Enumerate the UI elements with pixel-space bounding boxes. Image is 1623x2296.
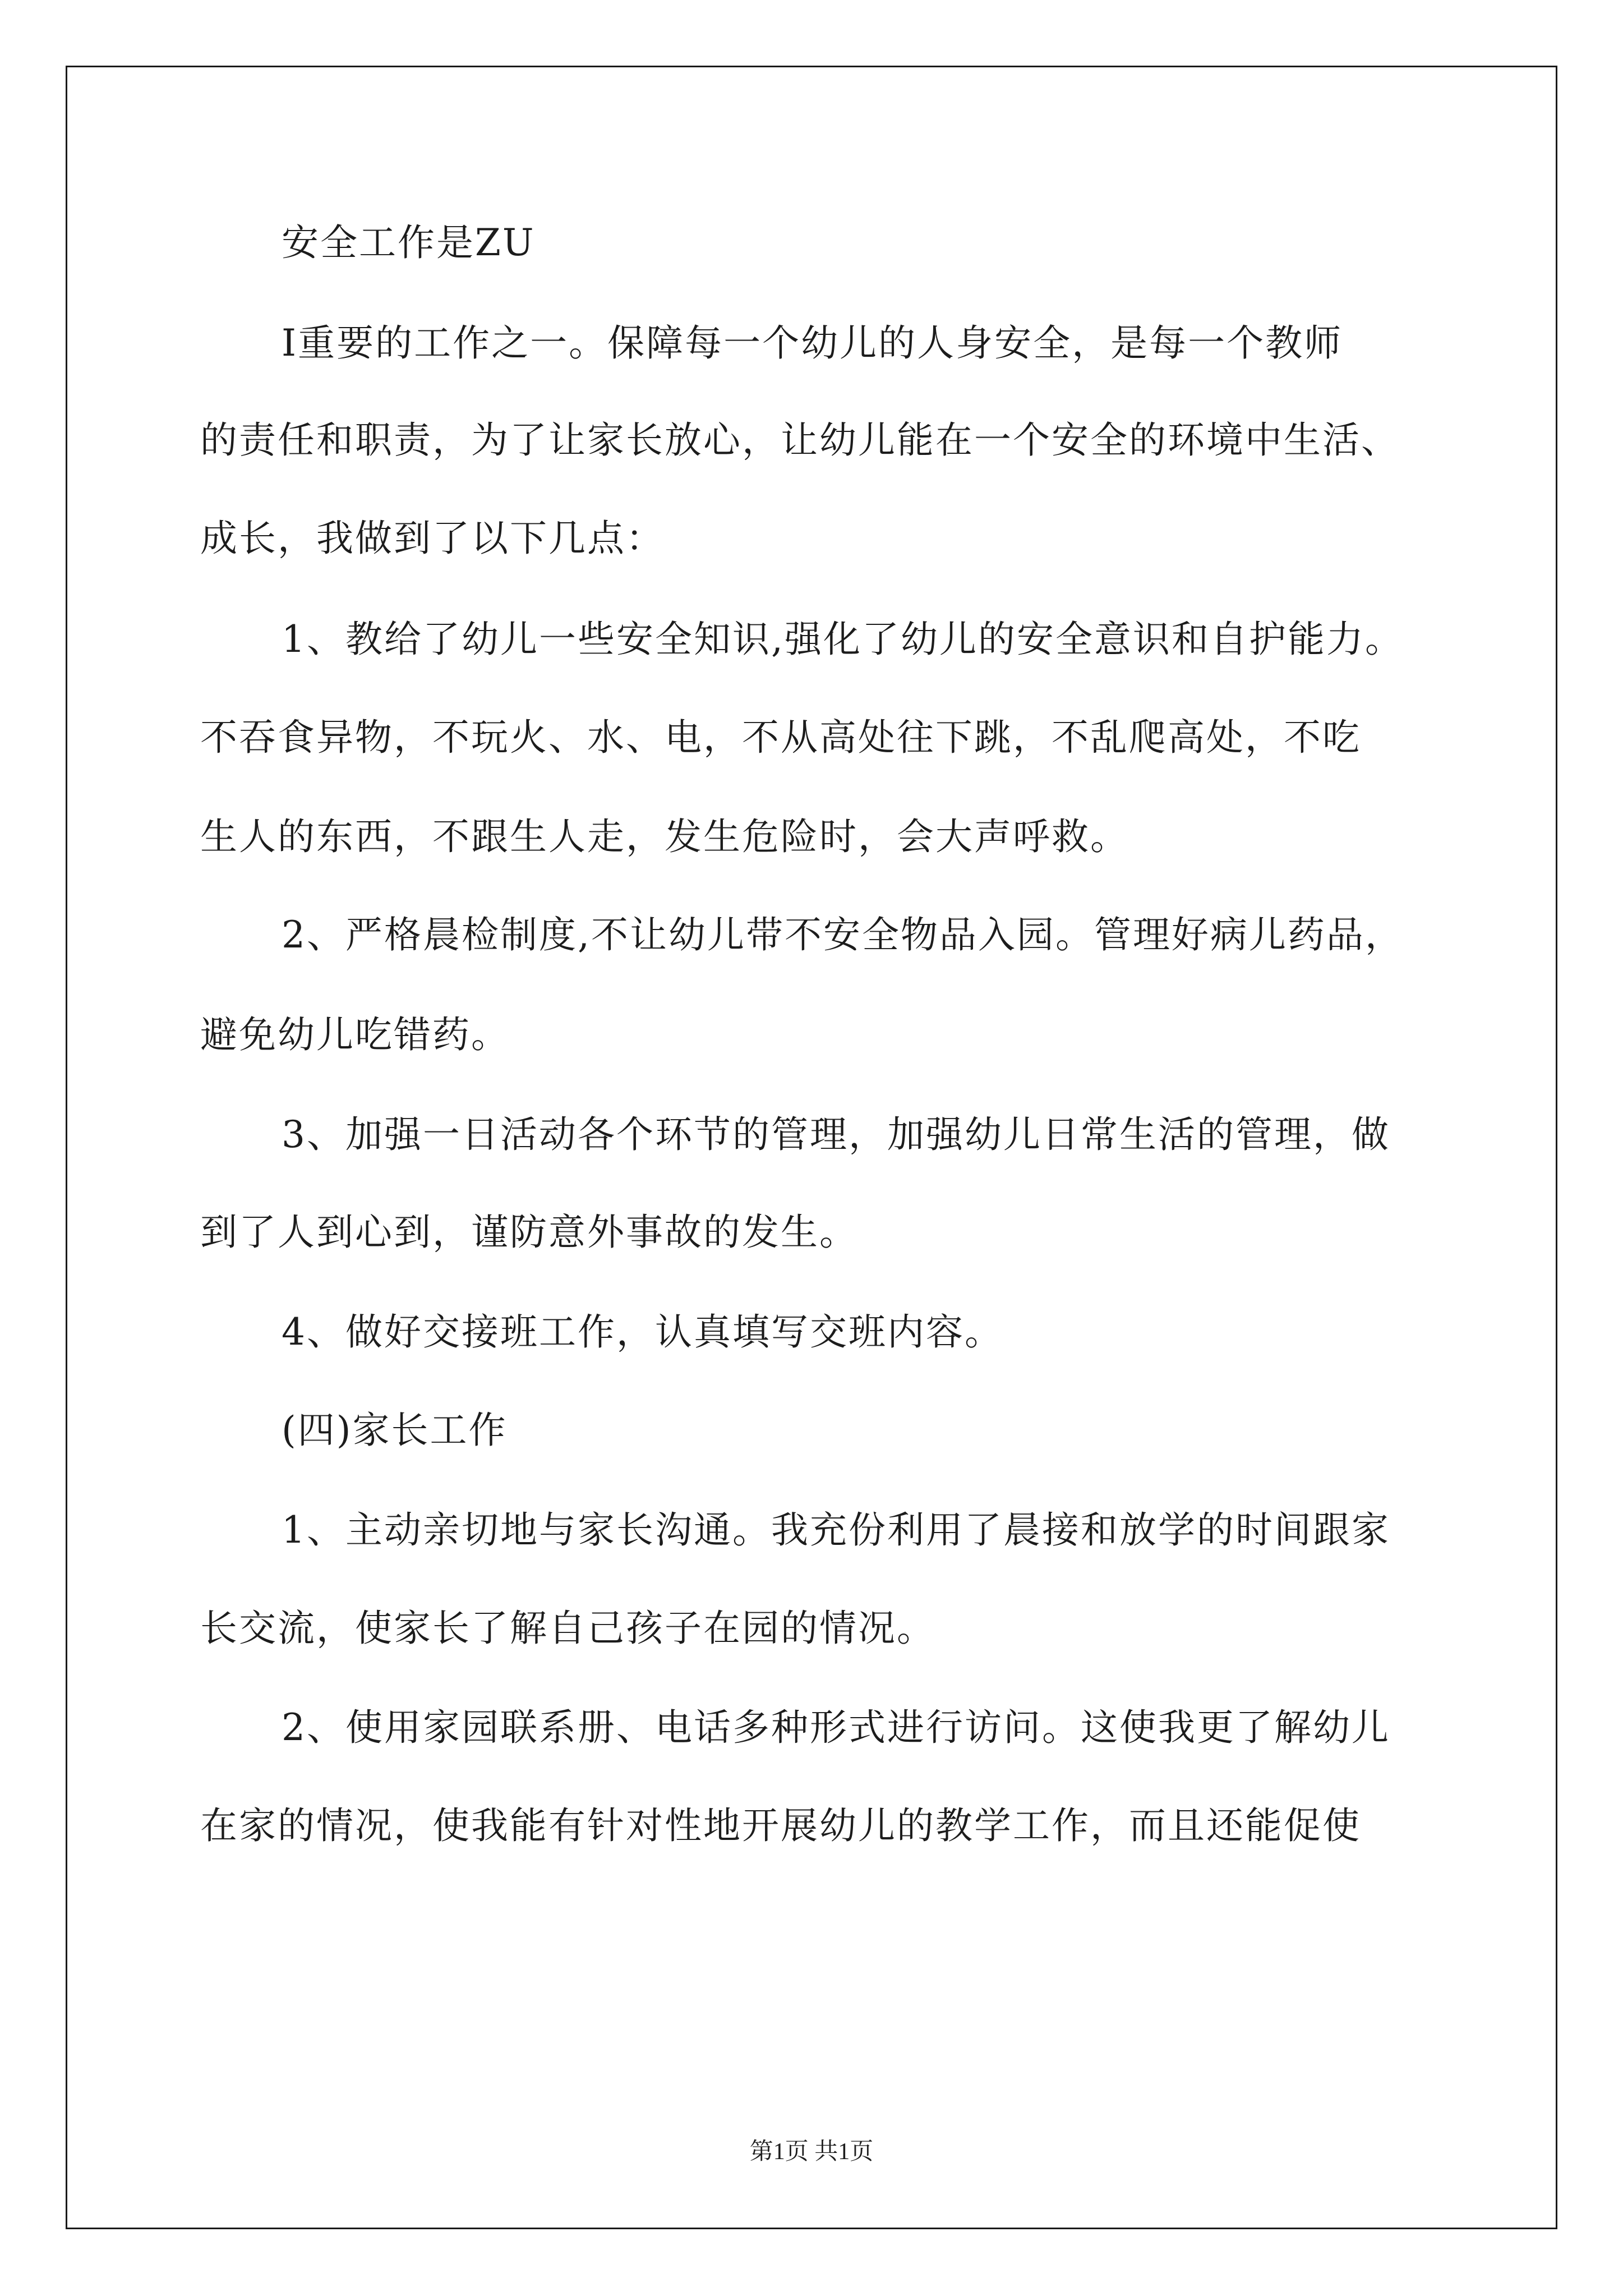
paragraph-line-8: 2、严格晨检制度,不让幼儿带不安全物品入园。管理好病儿药品， [282, 913, 1404, 956]
paragraph-line-12: 4、做好交接班工作，认真填写交班内容。 [282, 1310, 1003, 1354]
paragraph-line-2: I重要的工作之一。保障每一个幼儿的人身安全，是每一个教师 [282, 321, 1343, 365]
page-number-footer: 第1页 共1页 [749, 2139, 874, 2165]
paragraph-line-17: 在家的情况，使我能有针对性地开展幼儿的教学工作，而且还能促使 [200, 1804, 1361, 1847]
paragraph-line-11: 到了人到心到，谨防意外事故的发生。 [200, 1211, 858, 1254]
paragraph-line-10: 3、加强一日活动各个环节的管理，加强幼儿日常生活的管理，做 [282, 1113, 1390, 1156]
paragraph-line-7: 生人的东西，不跟生人走，发生危险时，会大声呼救。 [200, 815, 1129, 858]
paragraph-line-14: 1、主动亲切地与家长沟通。我充份利用了晨接和放学的时间跟家 [282, 1508, 1390, 1552]
paragraph-line-5: 1、教给了幼儿一些安全知识,强化了幼儿的安全意识和自护能力。 [282, 618, 1404, 661]
paragraph-line-6: 不吞食异物，不玩火、水、电，不从高处往下跳，不乱爬高处，不吃 [200, 716, 1361, 759]
paragraph-line-3: 的责任和职责，为了让家长放心，让幼儿能在一个安全的环境中生活、 [200, 418, 1400, 462]
paragraph-line-1: 安全工作是ZU [282, 221, 536, 264]
paragraph-line-16: 2、使用家园联系册、电话多种形式进行访问。这使我更了解幼儿 [282, 1706, 1390, 1749]
section-heading: (四)家长工作 [282, 1409, 508, 1452]
paragraph-line-4: 成长，我做到了以下几点： [200, 517, 665, 560]
paragraph-line-9: 避免幼儿吃错药。 [200, 1013, 510, 1056]
paragraph-line-15: 长交流，使家长了解自己孩子在园的情况。 [200, 1607, 935, 1650]
